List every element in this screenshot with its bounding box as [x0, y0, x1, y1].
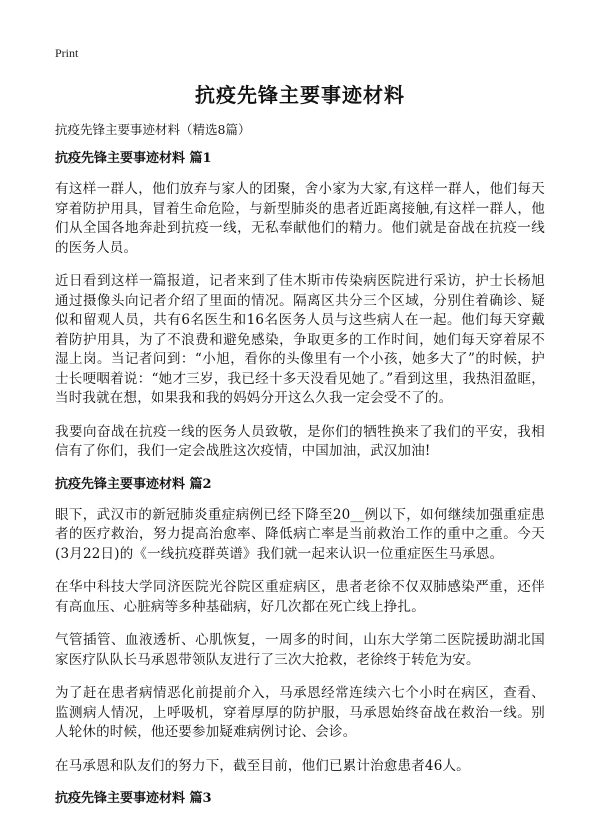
section-heading: 抗疫先锋主要事迹材料 篇2	[55, 476, 212, 492]
paragraph: 我要向奋战在抗疫一线的医务人员致敬，是你们的牺牲换来了我们的平安，我相信有了你们，我们一定会战胜这次疫情，中国加油，武汉加油!	[55, 423, 545, 459]
paragraph: 有这样一群人，他们放弃与家人的团聚，舍小家为大家,有这样一群人，他们每天穿着防护用具，冒着生命危险，与新型肺炎的患者近距离接触,有这样一群人，他们从全国各地奔赴到抗疫一线，无私奉献他们的精力。他们就是奋战在抗疫一线的医务人员。	[55, 181, 545, 256]
paragraph: 气管插管、血液透析、心肌恢复，一周多的时间，山东大学第二医院援助湖北国家医疗队队长马承恩带领队友进行了三次大抢救，老徐终于转危为安。	[55, 632, 545, 668]
paragraph: 在马承恩和队友们的努力下，截至目前，他们已累计治愈患者46人。	[55, 757, 470, 774]
paragraph: 眼下，武汉市的新冠肺炎重症病例已经下降至20__例以下，如何继续加强重症患者的医疗救治，努力提高治愈率、降低病亡率是当前救治工作的重中之重。今天(3月22日)的《一线抗疫群英谱》我们就一起来认识一位重症医生马承恩。	[55, 506, 545, 562]
page-title: 抗疫先锋主要事迹材料	[195, 83, 405, 107]
section-heading: 抗疫先锋主要事迹材料 篇3	[55, 791, 212, 806]
print-link[interactable]: Print	[55, 46, 79, 60]
paragraph: 在华中科技大学同济医院光谷院区重症病区，患者老徐不仅双肺感染严重，还伴有高血压、心脏病等多种基础病，好几次都在死亡线上挣扎。	[55, 579, 545, 615]
paragraph: 近日看到这样一篇报道，记者来到了佳木斯市传染病医院进行采访，护士长杨旭通过摄像头向记者介绍了里面的情况。隔离区共分三个区域，分别住着确诊、疑似和留观人员，共有6名医生和16名医务人员与这些病人在一起。他们每天穿戴着防护用具，为了不浪费和避免感染，争取更多的工作时间，她们每天穿着尿不湿上岗。当记者问到：“小旭，看你的头像里有一个小孩，她多大了”的时候，护士长哽咽着说：“她才三岁，我已经十多天没看见她了。”看到这里，我热泪盈眶，当时我就在想，如果我和我的妈妈分开这么久我一定会受不了的。	[55, 273, 545, 406]
section-heading: 抗疫先锋主要事迹材料 篇1	[55, 151, 212, 166]
document-body	[55, 150, 545, 820]
document-subtitle: 抗疫先锋主要事迹材料（精选8篇）	[55, 122, 251, 137]
paragraph: 为了赶在患者病情恶化前提前介入，马承恩经常连续六七个小时在病区，查看、监测病人情况，上呼吸机，穿着厚厚的防护服，马承恩始终奋战在救治一线。别人轮休的时候，他还要参加疑难病例讨论、会诊。	[55, 685, 545, 740]
